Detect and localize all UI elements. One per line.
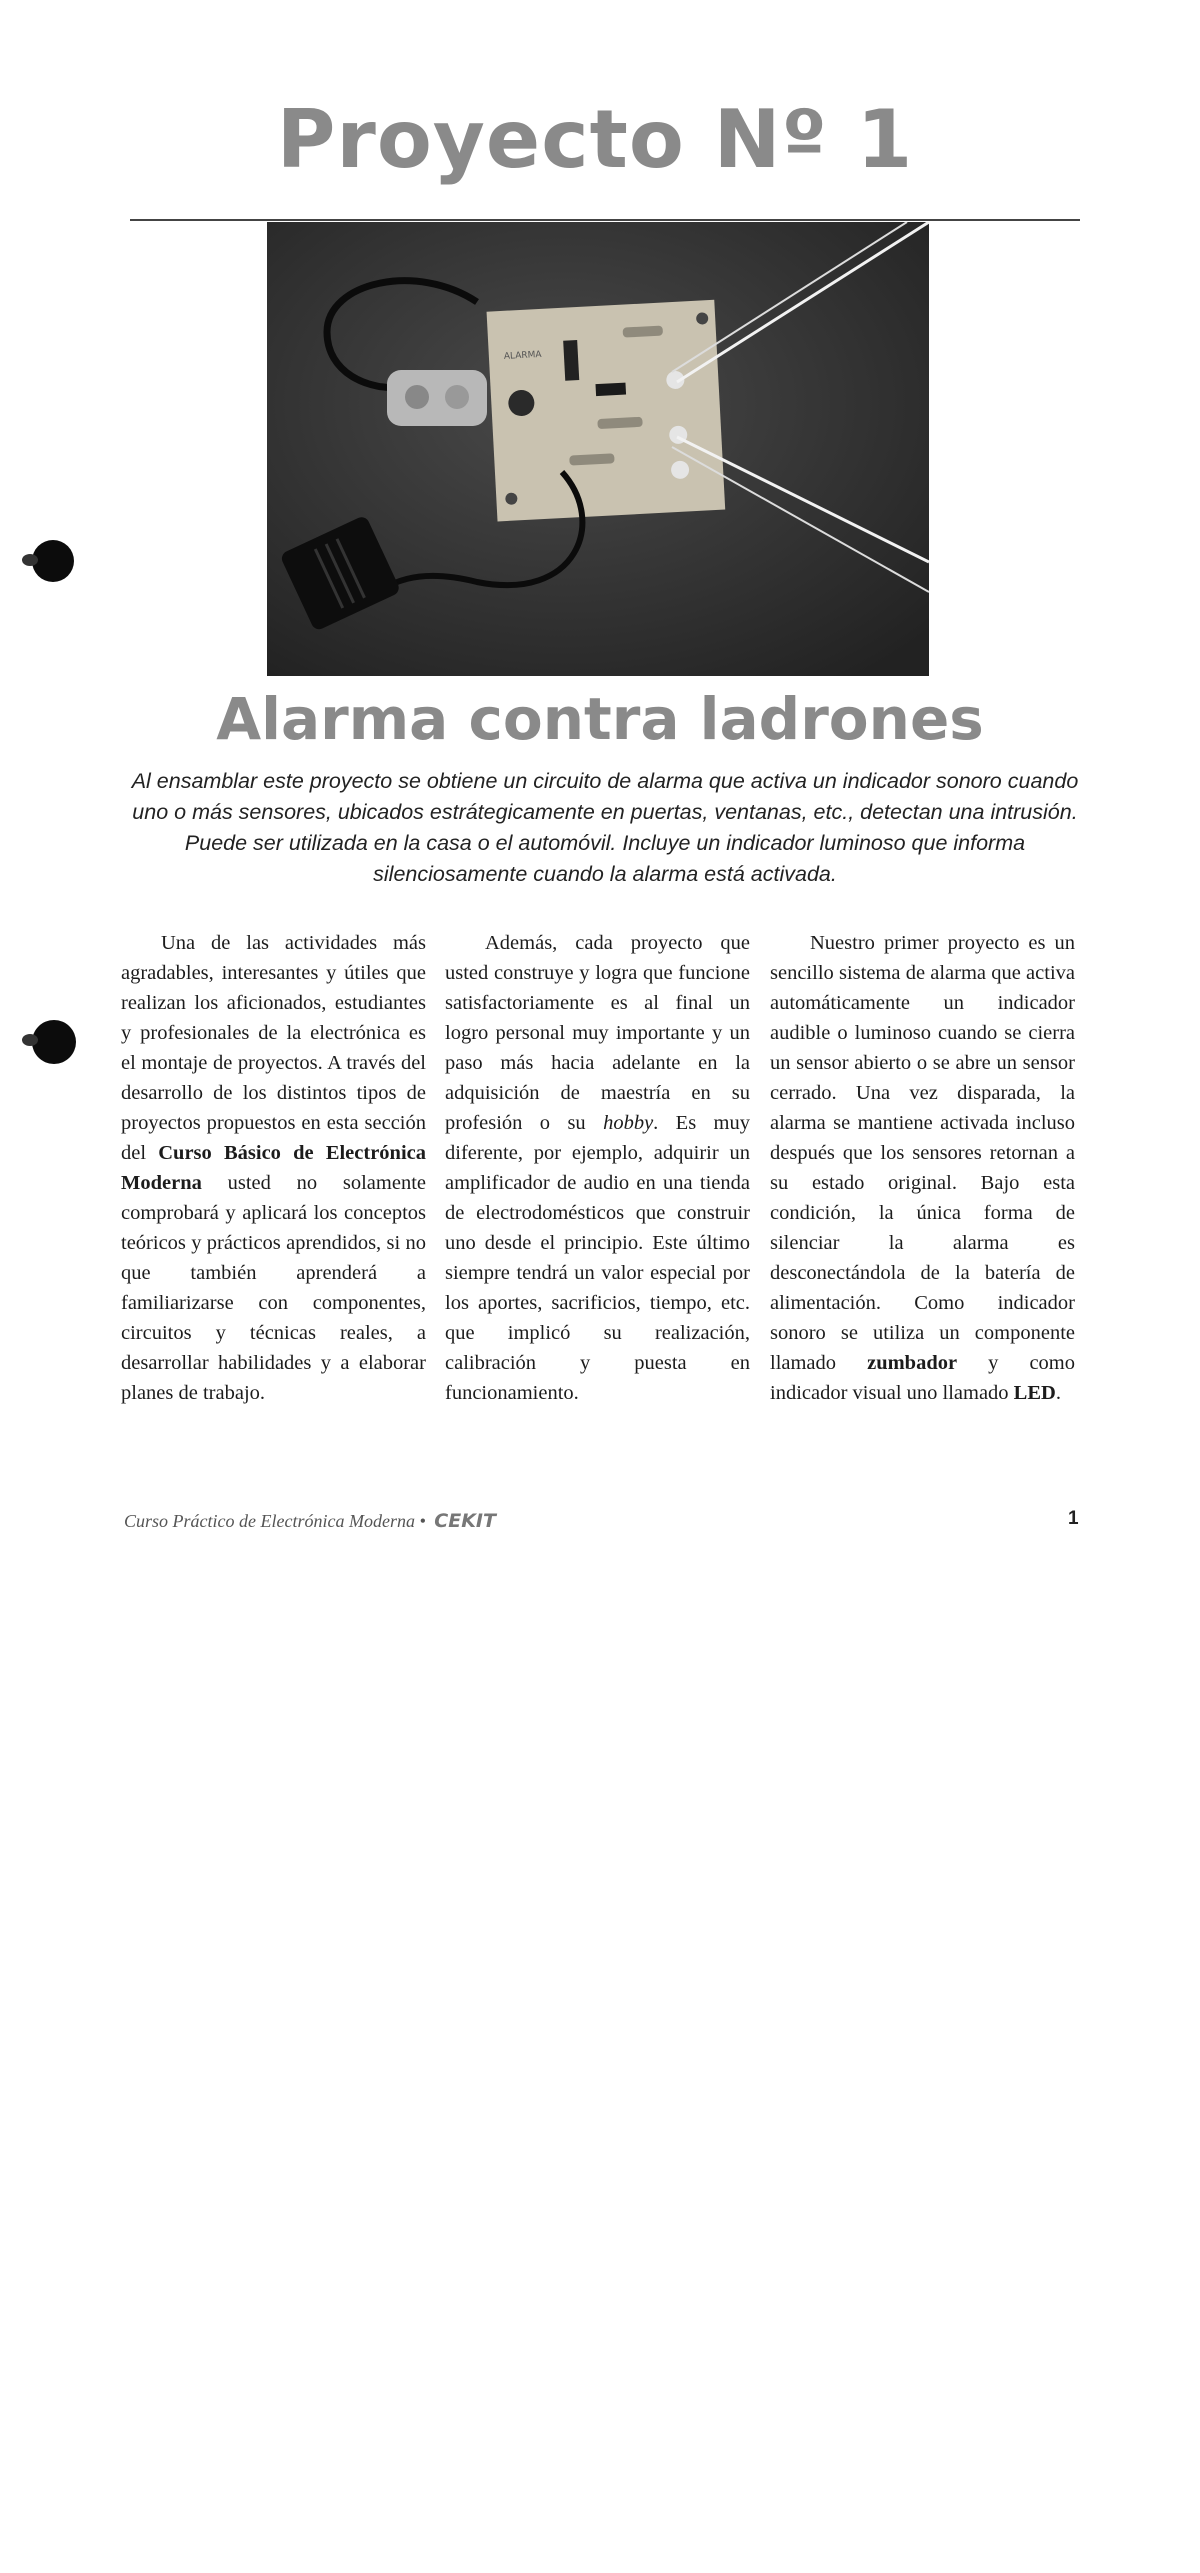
alarm-circuit-image	[267, 222, 929, 676]
project-subtitle: Alarma contra ladrones	[216, 685, 984, 753]
hobby-italic: hobby	[603, 1112, 654, 1134]
column-1-text: Una de las actividades más agradables, interesantes y útiles que realizan los aficionados, estudiantes y profesionales de la electrónica es el montaje de proyectos. A través del desarrollo de los distintos tipos de proyectos propuestos en esta sección del	[121, 932, 426, 1164]
column-2-text: Además, cada proyecto que usted construye y logra que funcione satisfactoriamente es al final un logro personal muy importante y un paso más hacia adelante en la adquisición de maestría en su profesión o su	[445, 932, 750, 1134]
project-intro: Al ensamblar este proyecto se obtiene un circuito de alarma que activa un indicador sonoro cuando uno o más sensores, ubicados estrátegicamente en puertas, ventanas, etc., detectan una intrusión. Puede ser utilizada en la casa o el automóvil. Incluye un indicador luminoso que informa silenciosamente cuando la alarma está activada.	[131, 769, 1079, 886]
course-name-bold: Curso Básico de Electrónica Moderna	[121, 1142, 427, 1194]
page-title: Proyecto Nº 1	[276, 93, 914, 186]
footer-course-line	[124, 1510, 496, 1532]
pcb-label: ALARMA	[503, 349, 542, 362]
text-column-1	[121, 928, 426, 1468]
column-3-text-end: .	[1055, 1382, 1061, 1404]
zumbador-bold: zumbador	[867, 1352, 958, 1374]
pcb-board	[487, 300, 726, 522]
footer-separator: •	[419, 1511, 426, 1531]
cekit-logo: CEKIT	[434, 1510, 496, 1532]
led-bold: LED	[1013, 1382, 1056, 1404]
footer-course-name: Curso Práctico de Electrónica Moderna	[124, 1511, 415, 1531]
binder-hole-middle	[32, 1020, 76, 1064]
text-column-2	[445, 928, 750, 1468]
column-3-text-mid: y como indicador visual uno llamado	[770, 1352, 1075, 1404]
battery-clip	[387, 370, 487, 426]
text-column-3	[770, 928, 1075, 1468]
column-1-text-end: usted no solamente comprobará y aplicará los conceptos teóricos y prácticos aprendidos, si no que también aprenderá a familiarizarse con componentes, circuitos y técnicas reales, a desarrollar habilidades y a elaborar planes de trabajo.	[121, 1172, 426, 1404]
title-divider	[130, 219, 1080, 221]
column-2-text-end: . Es muy diferente, por ejemplo, adquirir un amplificador de audio en una tienda de electrodomésticos que construir uno desde el principio. Este último siempre tendrá un valor especial por los aportes, sacrificios, tiempo, etc. que implicó su realización, calibración y puesta en funcionamiento.	[445, 1112, 751, 1404]
page-number: 1	[1068, 1508, 1079, 1529]
project-photo	[267, 222, 929, 676]
binder-hole-top	[32, 540, 74, 582]
column-3-text: Nuestro primer proyecto es un sencillo sistema de alarma que activa automáticamente un indicador audible o luminoso cuando se cierra un sensor abierto o se abre un sensor cerrado. Una vez disparada, la alarma se mantiene activada incluso después que los sensores retornan a su estado original. Bajo esta condición, la única forma de silenciar la alarma es desconectándola de la batería de alimentación. Como indicador sonoro se utiliza un componente llamado	[770, 932, 1075, 1374]
